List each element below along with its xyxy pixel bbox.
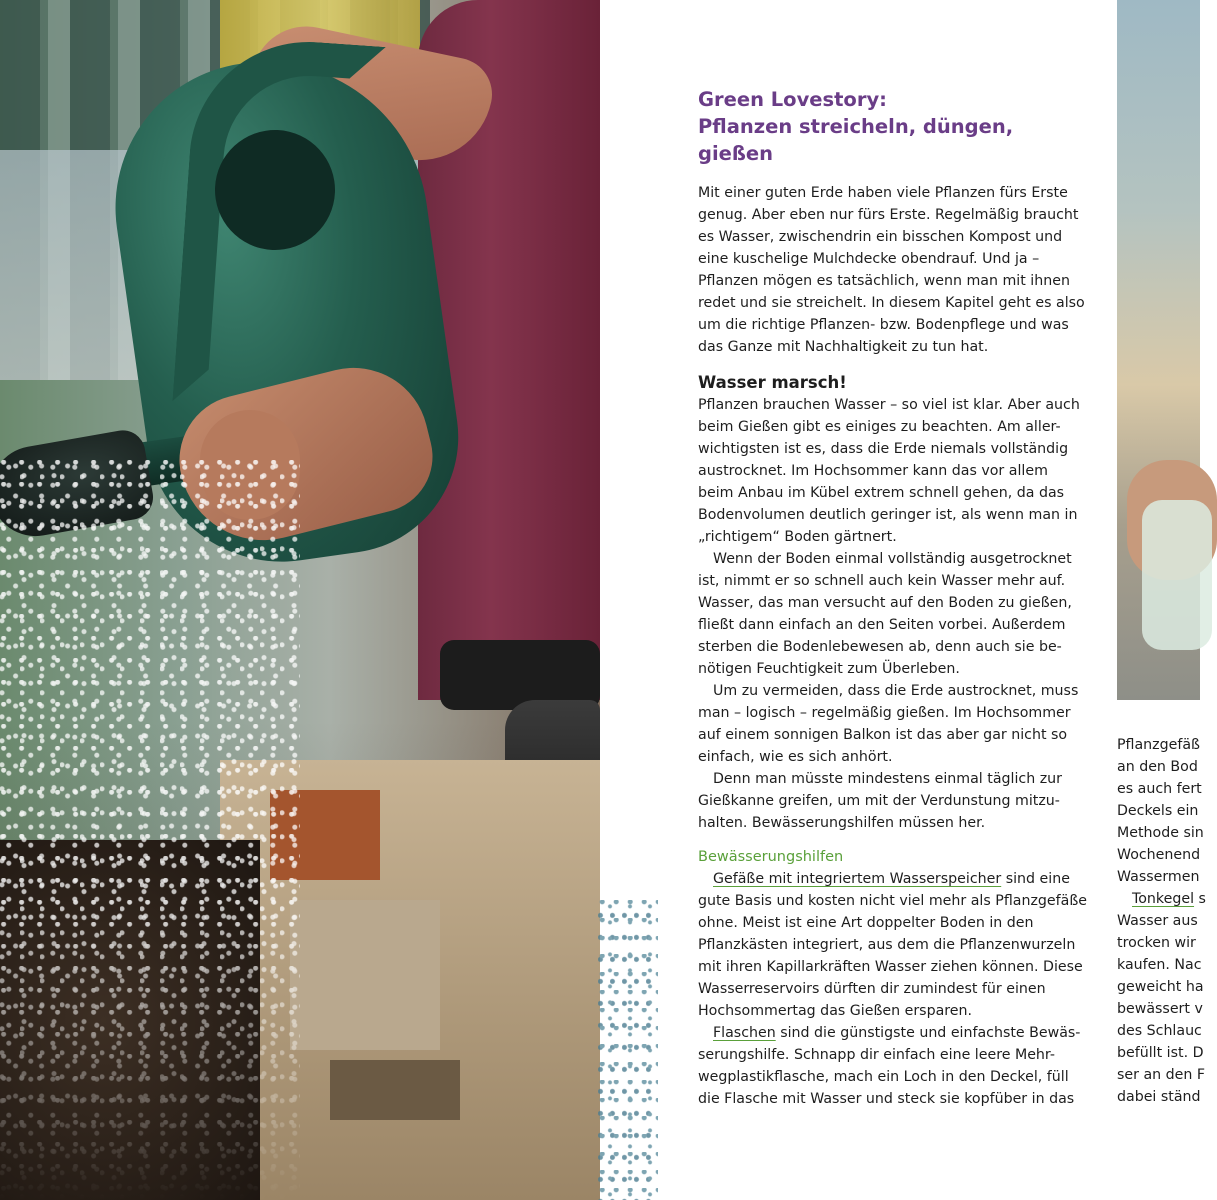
text-line: Denn man müsste mindestens einmal täglich zur: [713, 771, 1062, 787]
text-line: man – logisch – regelmäßig gießen. Im Hochsommer: [698, 705, 1071, 721]
plastic-bottle: [1142, 500, 1212, 650]
text-line: Wassermen: [1117, 869, 1200, 885]
text-line: an den Bod: [1117, 759, 1198, 775]
section-heading-green: Bewässerungshilfen: [698, 849, 844, 865]
section-heading: Wasser marsch!: [698, 373, 847, 392]
headline-line-2: Pflanzen streicheln, düngen, gießen: [698, 115, 1014, 165]
text-line: Methode sin: [1117, 825, 1204, 841]
text-line: „richtigem“ Boden gärtnert.: [698, 529, 897, 545]
text-line: genug. Aber eben nur fürs Erste. Regelmäßig braucht: [698, 207, 1079, 223]
photo-bottle-cropped: [1117, 0, 1200, 700]
text-line: ohne. Meist ist eine Art doppelter Boden in den: [698, 915, 1034, 931]
text-line: redet und sie streichelt. In diesem Kapitel geht es also: [698, 295, 1085, 311]
text-line: Wasser aus: [1117, 913, 1198, 929]
text-line: beim Anbau im Kübel extrem schnell gehen, da das: [698, 485, 1065, 501]
term-highlight: Flaschen: [713, 1025, 776, 1041]
headline-line-1: Green Lovestory:: [698, 88, 887, 111]
text-line: fließt dann einfach an den Seiten vorbei. Außerdem: [698, 617, 1066, 633]
water-spray: [0, 460, 300, 1200]
text-line: Wasserreservoirs dürften dir zumindest für einen: [698, 981, 1046, 997]
text-line: Wenn der Boden einmal vollständig ausgetrocknet: [713, 551, 1072, 567]
photo-watering-can: [0, 0, 600, 1200]
text-line: Pflanzen brauchen Wasser – so viel ist klar. Aber auch: [698, 397, 1080, 413]
text-line: [698, 1022, 1090, 1044]
text-line: beim Gießen gibt es einiges zu beachten. Am aller-: [698, 419, 1061, 435]
text-line: auf einem sonnigen Balkon ist das aber gar nicht so: [698, 727, 1068, 743]
text-line: gute Basis und kosten nicht viel mehr als Pflanzgefäße: [698, 893, 1087, 909]
chapter-headline: [698, 86, 1090, 167]
text-line: serungshilfe. Schnapp dir einfach eine leere Mehr-: [698, 1047, 1055, 1063]
text-line: Mit einer guten Erde haben viele Pflanzen fürs Erste: [698, 185, 1068, 201]
text-line: es auch fert: [1117, 781, 1202, 797]
text-line: Pflanzen mögen es tatsächlich, wenn man mit ihnen: [698, 273, 1070, 289]
text-line: wegplastikflasche, mach ein Loch in den Deckel, füll: [698, 1069, 1069, 1085]
text-line: die Flasche mit Wasser und steck sie kopfüber in das: [698, 1091, 1075, 1107]
text-column: [698, 86, 1090, 1110]
text-line: [1117, 888, 1206, 910]
text-line: sterben die Bodenlebewesen ab, denn auch sie be-: [698, 639, 1062, 655]
text-line: das Ganze mit Nachhaltigkeit zu tun hat.: [698, 339, 989, 355]
text-line: ser an den F: [1117, 1067, 1206, 1083]
text-line: nötigen Feuchtigkeit zum Überleben.: [698, 661, 960, 677]
text-line: einfach, wie es sich anhört.: [698, 749, 893, 765]
text-line: kaufen. Nac: [1117, 957, 1202, 973]
text-fragment: sind die günstigste und einfachste Bewäs-: [775, 1025, 1081, 1041]
text-line: Hochsommertag das Gießen ersparen.: [698, 1003, 973, 1019]
text-line: bewässert v: [1117, 1001, 1203, 1017]
text-line: Gießkanne greifen, um mit der Verdunstung mitzu-: [698, 793, 1060, 809]
text-line: Um zu vermeiden, dass die Erde austrocknet, muss: [713, 683, 1079, 699]
decorative-splatter: [598, 900, 658, 1200]
text-line: geweicht ha: [1117, 979, 1204, 995]
paragraph: [698, 868, 1090, 1022]
text-line: trocken wir: [1117, 935, 1196, 951]
text-line: befüllt ist. D: [1117, 1045, 1204, 1061]
intro-paragraph: [698, 182, 1090, 358]
raised-bed-block: [290, 900, 440, 1050]
text-fragment: s: [1194, 891, 1206, 907]
text-line: dabei ständ: [1117, 1089, 1201, 1105]
text-column-cropped: [1117, 734, 1206, 1108]
text-line: Wasser, das man versucht auf den Boden zu gießen,: [698, 595, 1072, 611]
paragraph: [698, 1022, 1090, 1110]
text-line: Pflanzgefäß: [1117, 737, 1200, 753]
text-line: Deckels ein: [1117, 803, 1199, 819]
text-line: Bodenvolumen deutlich geringer ist, als wenn man in: [698, 507, 1078, 523]
text-line: wichtigsten ist es, dass die Erde niemals vollständig: [698, 441, 1069, 457]
text-line: [698, 868, 1090, 890]
text-line: Wochenend: [1117, 847, 1201, 863]
term-highlight: Gefäße mit integriertem Wasserspeicher: [713, 871, 1002, 887]
paragraph: [698, 548, 1090, 680]
text-line: mit ihren Kapillarkräften Wasser ziehen können. Diese: [698, 959, 1083, 975]
text-line: halten. Bewässerungshilfen müssen her.: [698, 815, 986, 831]
raised-bed-shadow: [330, 1060, 460, 1120]
text-line: eine kuschelige Mulchdecke obendrauf. Und ja –: [698, 251, 1040, 267]
text-line: ist, nimmt er so schnell auch kein Wasser mehr auf.: [698, 573, 1066, 589]
text-line: um die richtige Pflanzen- bzw. Bodenpflege und was: [698, 317, 1069, 333]
paragraph: [698, 680, 1090, 768]
paragraph: [698, 394, 1090, 548]
text-line: es Wasser, zwischendrin ein bisschen Kompost und: [698, 229, 1063, 245]
paragraph: [698, 768, 1090, 834]
text-line: austrocknet. Im Hochsommer kann das vor allem: [698, 463, 1048, 479]
term-highlight: Tonkegel: [1132, 891, 1195, 907]
text-fragment: sind eine: [1001, 871, 1070, 887]
text-line: Pflanzkästen integriert, aus dem die Pflanzenwurzeln: [698, 937, 1076, 953]
text-line: des Schlauc: [1117, 1023, 1202, 1039]
